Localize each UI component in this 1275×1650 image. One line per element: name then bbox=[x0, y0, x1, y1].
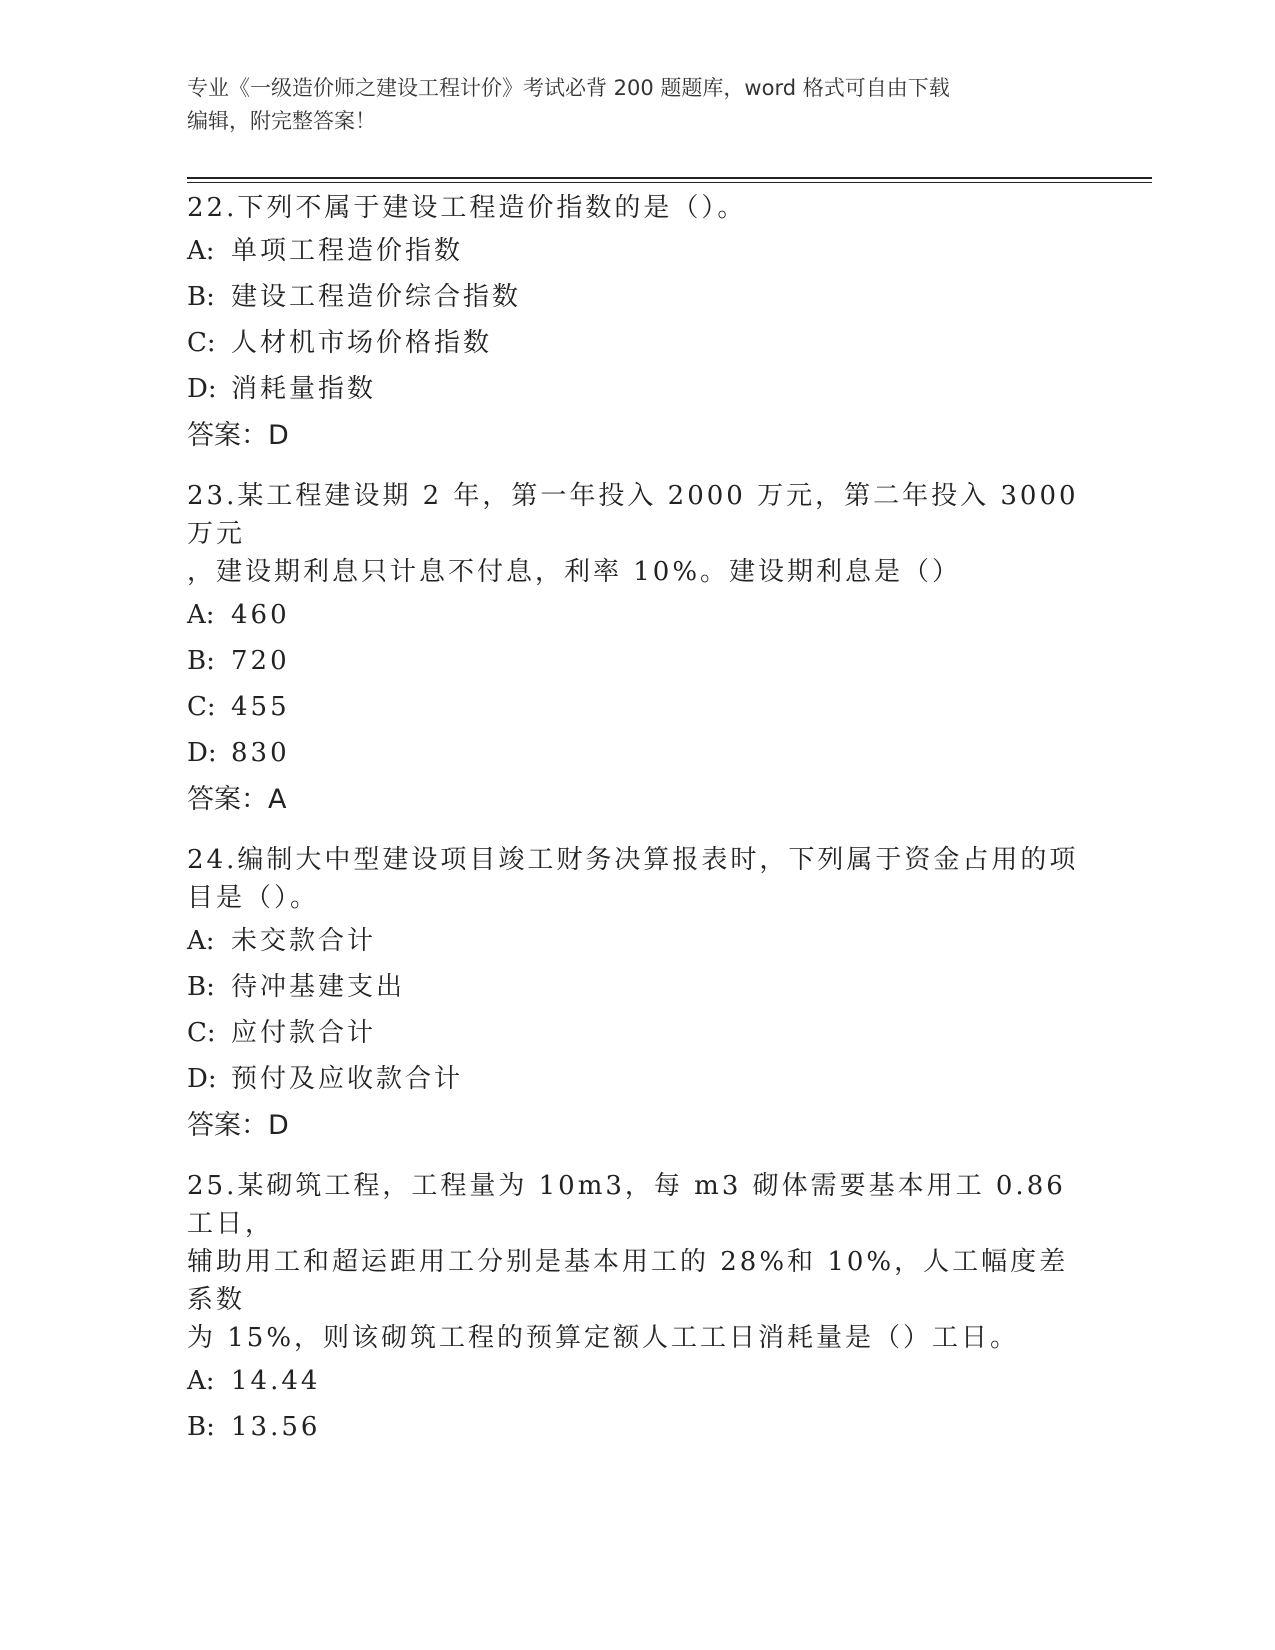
option-text: 455 bbox=[231, 692, 290, 722]
option-text: 待冲基建支出 bbox=[231, 972, 406, 1002]
option-text: 460 bbox=[231, 600, 290, 630]
question-stem bbox=[187, 841, 1087, 917]
answer-option bbox=[187, 374, 1087, 405]
option-letter: D: bbox=[187, 1064, 217, 1094]
option-letter: A: bbox=[187, 1366, 215, 1396]
question-list bbox=[187, 189, 1087, 1469]
answer-option bbox=[187, 646, 1087, 677]
question-block bbox=[187, 841, 1087, 1141]
question-stem-line: 23.某工程建设期 2 年，第一年投入 2000 万元，第二年投入 3000 万元 bbox=[187, 481, 1079, 549]
option-text: 单项工程造价指数 bbox=[231, 236, 464, 266]
question-stem-line: 22.下列不属于建设工程造价指数的是（）。 bbox=[187, 193, 747, 223]
option-letter: B: bbox=[187, 646, 215, 676]
question-stem bbox=[187, 189, 1087, 227]
option-text: 应付款合计 bbox=[231, 1018, 377, 1048]
answer-option bbox=[187, 692, 1087, 723]
answer-option bbox=[187, 1018, 1087, 1049]
header-rule-thin bbox=[187, 182, 1152, 183]
question-stem bbox=[187, 477, 1087, 591]
option-letter: A: bbox=[187, 600, 215, 630]
answer-option bbox=[187, 282, 1087, 313]
option-letter: D: bbox=[187, 374, 217, 404]
answer-option bbox=[187, 1412, 1087, 1443]
option-text: 未交款合计 bbox=[231, 926, 377, 956]
option-letter: C: bbox=[187, 1018, 216, 1048]
answer-option bbox=[187, 1366, 1087, 1397]
option-text: 13.56 bbox=[231, 1412, 321, 1442]
option-letter: B: bbox=[187, 282, 215, 312]
document-header bbox=[187, 72, 1087, 138]
option-letter: B: bbox=[187, 972, 215, 1002]
question-stem-line: 25.某砌筑工程，工程量为 10m3，每 m3 砌体需要基本用工 0.86 工日， bbox=[187, 1171, 1066, 1239]
question-block bbox=[187, 477, 1087, 815]
header-line-2: 编辑，附完整答案！ bbox=[187, 109, 376, 133]
option-text: 720 bbox=[231, 646, 290, 676]
option-text: 预付及应收款合计 bbox=[231, 1064, 464, 1094]
question-stem-line: 目是（）。 bbox=[187, 883, 320, 913]
answer-option bbox=[187, 972, 1087, 1003]
answer-option bbox=[187, 926, 1087, 957]
option-letter: D: bbox=[187, 738, 217, 768]
option-text: 14.44 bbox=[231, 1366, 321, 1396]
answer-key: 答案：A bbox=[187, 784, 287, 815]
question-stem-line: 辅助用工和超运距用工分别是基本用工的 28%和 10%，人工幅度差系数 bbox=[187, 1247, 1069, 1315]
option-text: 830 bbox=[231, 738, 290, 768]
answer-option bbox=[187, 236, 1087, 267]
option-letter: C: bbox=[187, 692, 216, 722]
answer-option bbox=[187, 738, 1087, 769]
question-stem-line: 24.编制大中型建设项目竣工财务决算报表时，下列属于资金占用的项 bbox=[187, 845, 1079, 875]
option-letter: B: bbox=[187, 1412, 215, 1442]
answer-key: 答案：D bbox=[187, 1110, 289, 1141]
header-line-1: 专业《一级造价师之建设工程计价》考试必背 200 题题库，word 格式可自由下载 bbox=[187, 76, 950, 100]
option-text: 建设工程造价综合指数 bbox=[231, 282, 522, 312]
question-stem-line: ，建设期利息只计息不付息，利率 10%。建设期利息是（） bbox=[187, 557, 962, 587]
answer-option bbox=[187, 328, 1087, 359]
option-text: 消耗量指数 bbox=[231, 374, 377, 404]
question-stem bbox=[187, 1167, 1087, 1357]
answer-option bbox=[187, 1064, 1087, 1095]
option-text: 人材机市场价格指数 bbox=[231, 328, 493, 358]
question-stem-line: 为 15%，则该砌筑工程的预算定额人工工日消耗量是（）工日。 bbox=[187, 1323, 1020, 1353]
header-rule-thick bbox=[187, 177, 1152, 179]
question-block bbox=[187, 1167, 1087, 1443]
option-letter: A: bbox=[187, 236, 215, 266]
answer-option bbox=[187, 600, 1087, 631]
option-letter: A: bbox=[187, 926, 215, 956]
option-letter: C: bbox=[187, 328, 216, 358]
question-block bbox=[187, 189, 1087, 451]
answer-key: 答案：D bbox=[187, 420, 289, 451]
